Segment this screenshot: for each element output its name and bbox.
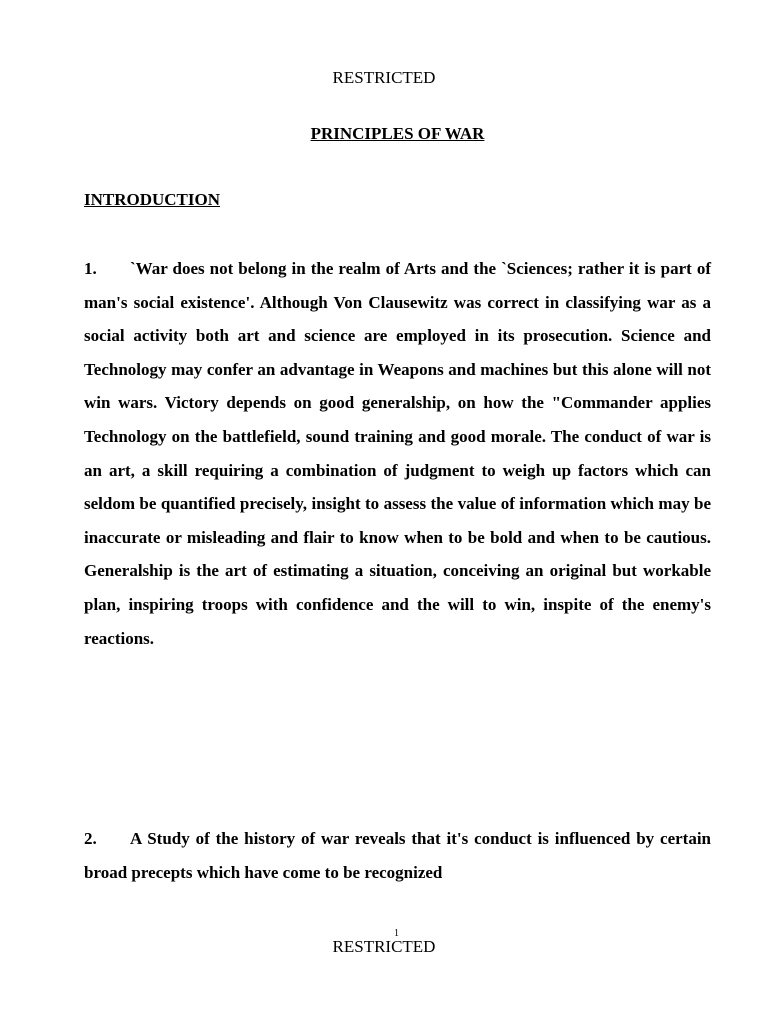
paragraph-text: `War does not belong in the realm of Arts and the `Sciences; rather it is part of man's social existence'. Although Von Clausewitz was correct in classifying war as a social activity both art and science are employed in its prosecution. Science and Technology may confer an advantage in Weapons and machines but this alone will not win wars. Victory depends on good generalship, on how the "Commander applies Technology on the battlefield, sound training and good morale. The conduct of war is an art, a skill requiring a combination of judgment to weigh up factors which can seldom be quantified precisely, insight to assess the value of information which may be inaccurate or misleading and flair to know when to be bold and when to be cautious. Generalship is the art of estimating a situation, conceiving an original but workable plan, inspiring troops with confidence and the will to win, inspite of the enemy's reactions.	[84, 259, 711, 648]
paragraph-2	[84, 822, 711, 889]
page-number: 1	[394, 928, 399, 939]
paragraph-number: 2.	[84, 829, 97, 848]
paragraph-1	[84, 252, 711, 655]
paragraph-number: 1.	[84, 259, 97, 278]
header-classification: RESTRICTED	[332, 68, 436, 87]
document-title: PRINCIPLES OF WAR	[310, 124, 485, 143]
footer-classification: RESTRICTED	[332, 937, 436, 956]
paragraph-text: A Study of the history of war reveals that it's conduct is influenced by certain broad precepts which have come to be recognized	[84, 829, 711, 882]
section-heading-introduction: INTRODUCTION	[84, 190, 221, 209]
